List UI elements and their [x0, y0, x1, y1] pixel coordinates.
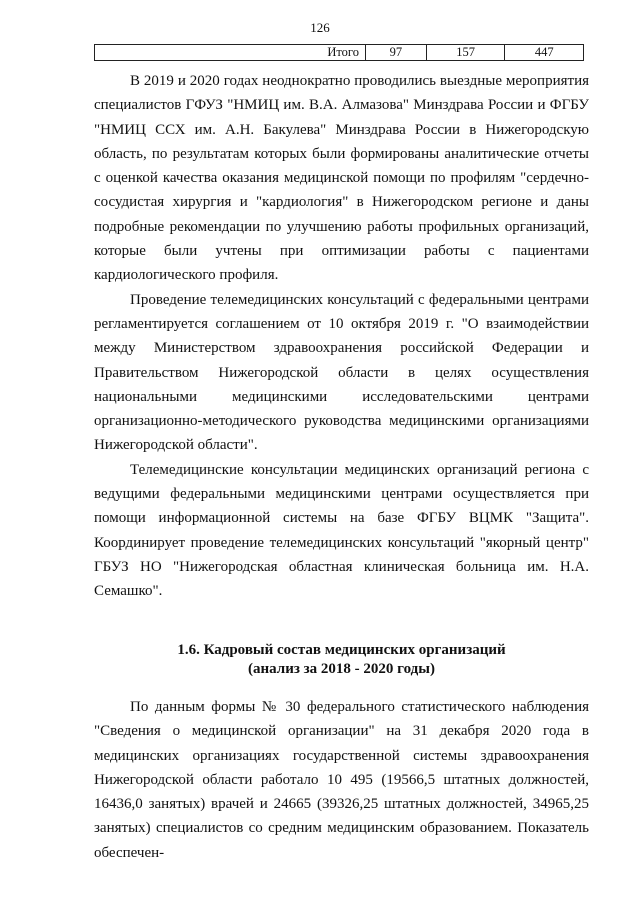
table-row [95, 45, 584, 61]
body-text-top [94, 69, 589, 604]
paragraph: По данным формы № 30 федерального статистического наблюдения "Сведения о медицинской организации" на 31 декабря 2020 года в медицинских организациях государственной системы здравоохранения Нижегородской области работало 10 495 (19566,5 штатных должностей, 16436,0 занятых) врачей и 24665 (39326,25 штатных должностей, 34965,25 занятых) специалистов со средним медицинским образованием. Показатель обеспечен- [94, 699, 589, 861]
page-number: 126 [310, 20, 330, 35]
section-heading [94, 641, 589, 679]
paragraph: В 2019 и 2020 годах неоднократно проводились выездные мероприятия специалистов ГФУЗ "НМИЦ им. В.А. Алмазова" Минздрава России и ФГБУ "НМИЦ ССХ им. А.Н. Бакулева" Минздрава России в Нижегородскую область, по результатам которых были формированы аналитические отчеты с оценкой качества оказания медицинской помощи по профилям "сердечно-сосудистая хирургия и "кардиология" в Нижегородском регионе и даны подробные рекомендации по улучшению работы профильных организаций, которые были учтены при оптимизации работы с пациентами кардиологического профиля. [94, 73, 589, 284]
total-value-1: 97 [366, 45, 427, 61]
section-subtitle: (анализ за 2018 - 2020 годы) [248, 661, 435, 677]
total-label: Итого [95, 45, 366, 61]
paragraph: Телемедицинские консультации медицинских организаций региона с ведущими федеральными медицинскими центрами осуществляется при помощи информационной системы на базе ФГБУ ВЦМК "Защита". Координирует проведение телемедицинских консультаций "якорный центр" ГБУЗ НО "Нижегородская областная клиническая больница им. Н.А. Семашко". [94, 461, 589, 600]
total-value-3: 447 [505, 45, 584, 61]
total-table [94, 44, 584, 61]
section-title: 1.6. Кадровый состав медицинских организаций [177, 642, 506, 658]
body-text-bottom [94, 695, 589, 865]
total-value-2: 157 [426, 45, 505, 61]
paragraph: Проведение телемедицинских консультаций с федеральными центрами регламентируется соглашением от 10 октября 2019 г. "О взаимодействии между Министерством здравоохранения российской Федерации и Правительством Нижегородской области в целях осуществления национальными медицинскими исследовательскими центрами организационно-методического руководства медицинскими организациями Нижегородской области". [94, 291, 589, 454]
